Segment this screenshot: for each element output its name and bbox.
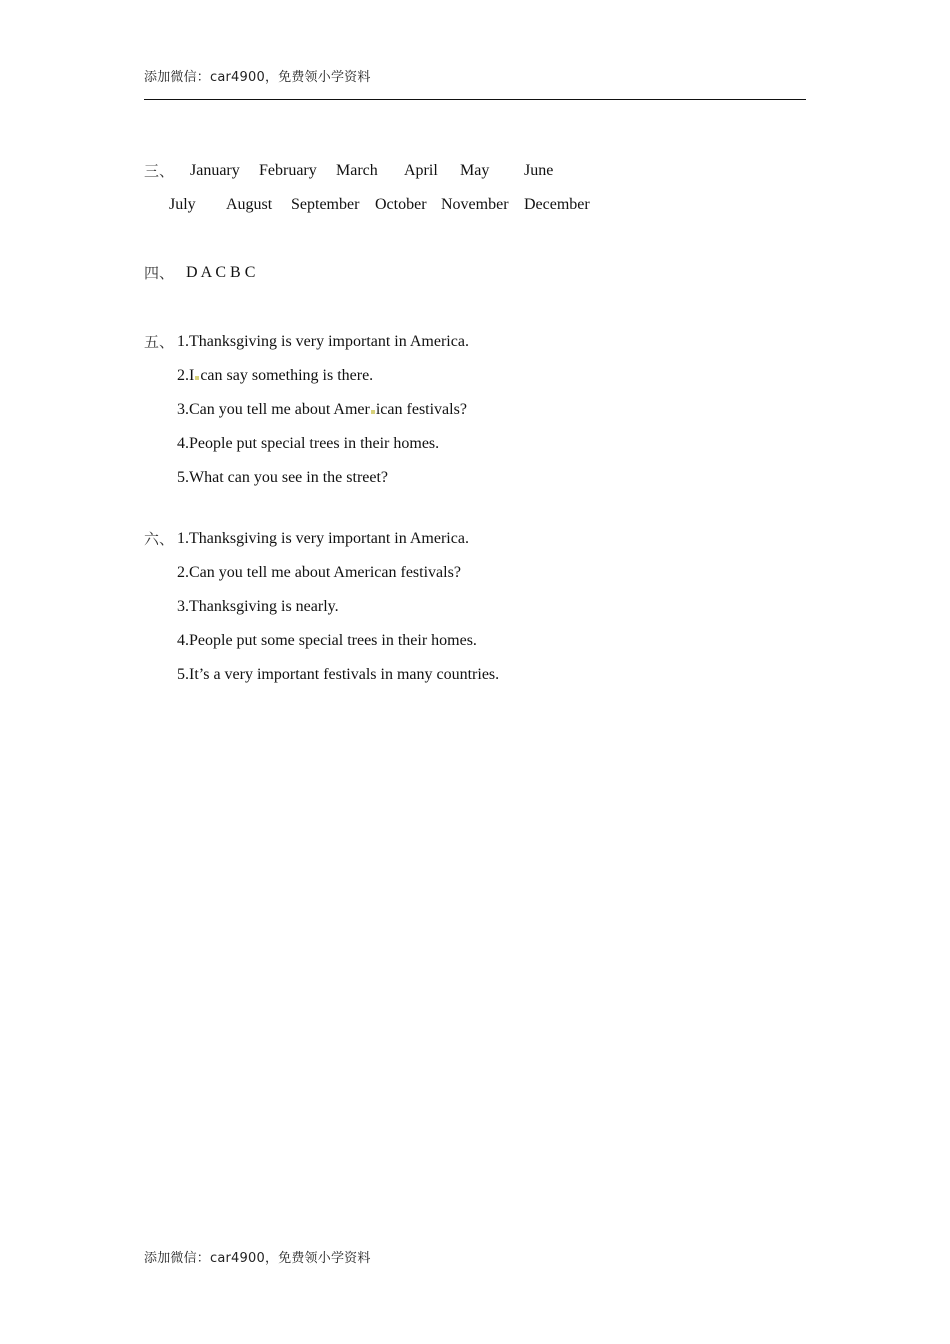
- month-september: September: [291, 196, 360, 213]
- page-footer-text: 添加微信：car4900，免费领小学资料: [144, 1251, 371, 1266]
- section-4-number: 四、: [144, 264, 175, 282]
- section-5-item-3: [177, 400, 467, 420]
- section-6-item-5: 5.It’s a very important festivals in many countries.: [177, 666, 500, 683]
- section-5-item-3-part-b: ican festivals?: [375, 401, 467, 418]
- highlight-mark: [195, 376, 199, 380]
- month-december: December: [524, 196, 590, 213]
- month-march: March: [336, 162, 378, 179]
- section-4-answers: D A C B C: [186, 264, 256, 281]
- month-november: November: [441, 196, 509, 213]
- section-5-item-4: 4.People put special trees in their homes.: [177, 435, 440, 452]
- month-february: February: [259, 162, 317, 179]
- section-5-item-2-part-b: can say something is there.: [200, 367, 374, 384]
- section-5-item-1: 1.Thanksgiving is very important in America.: [177, 333, 469, 350]
- section-6-number: 六、: [144, 530, 175, 548]
- header-divider: [144, 99, 806, 100]
- section-6-item-3: 3.Thanksgiving is nearly.: [177, 598, 339, 615]
- month-august: August: [226, 196, 273, 213]
- month-june: June: [524, 162, 554, 179]
- section-6-item-4: 4.People put some special trees in their homes.: [177, 632, 477, 649]
- section-5-item-5: 5.What can you see in the street?: [177, 469, 389, 486]
- highlight-mark: [371, 410, 375, 414]
- section-5-number: 五、: [144, 333, 175, 351]
- month-july: July: [169, 196, 196, 213]
- section-5-item-3-part-a: 3.Can you tell me about Amer: [177, 401, 370, 418]
- month-may: May: [460, 162, 490, 179]
- month-april: April: [404, 162, 438, 179]
- section-5-item-2: [177, 366, 373, 386]
- section-3-number: 三、: [144, 162, 175, 180]
- month-january: January: [190, 162, 240, 179]
- month-october: October: [375, 196, 427, 213]
- section-5-item-2-part-a: 2.I: [177, 367, 195, 384]
- section-6-item-2: 2.Can you tell me about American festivals?: [177, 564, 461, 581]
- page-header-text: 添加微信：car4900，免费领小学资料: [144, 70, 371, 85]
- section-6-item-1: 1.Thanksgiving is very important in America.: [177, 530, 469, 547]
